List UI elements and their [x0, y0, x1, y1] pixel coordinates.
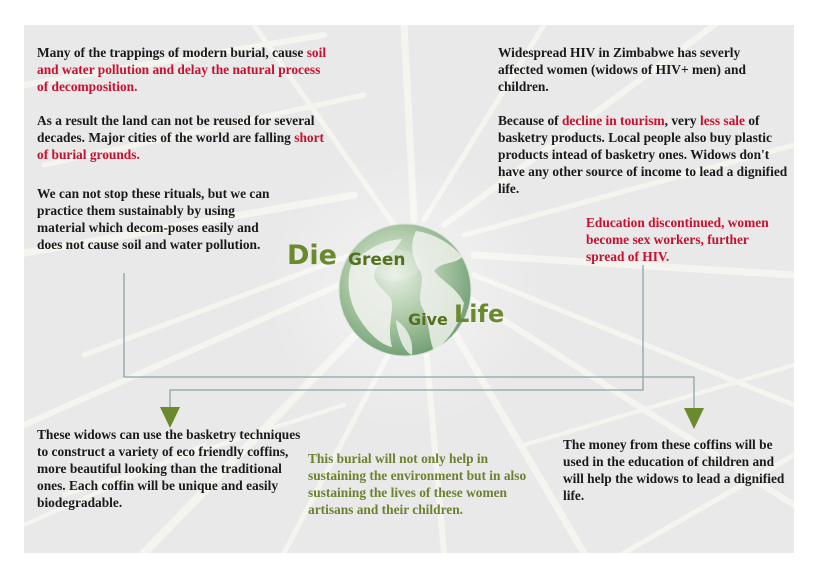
triangle-down-icon: [684, 408, 704, 429]
globe-icon: [339, 224, 471, 356]
slogan-die: Die: [287, 240, 337, 271]
burial-problem-text: [37, 44, 327, 163]
burial-grounds-highlight: short of burial grounds.: [37, 130, 324, 162]
land-reuse-text: As a result the land can not be reused for several decades. Major cities of the world are falling: [37, 113, 315, 145]
consequences-text: Education discontinued, women become sex workers, further spread of HIV.: [586, 215, 769, 264]
basketry-coffins-text: These widows can use the basketry techniques to construct a variety of eco friendly coffins, more beautiful looking than the traditional ones. Each coffin will be unique and easily biodegradable.: [37, 427, 301, 510]
burial-problem-intro: Many of the trappings of modern burial, cause: [37, 45, 307, 60]
slogan-life: Life: [454, 300, 505, 328]
tourism-decline-highlight: decline in tourism: [561, 113, 665, 128]
hiv-problem-text: [498, 44, 788, 197]
sustainability-benefit-text: This burial will not only help in sustaining the environment but in also sustaining the lives of these women artisans and their children.: [308, 451, 527, 517]
pollution-highlight: soil and water pollution and delay the natural process of decomposition.: [37, 45, 327, 94]
slogan-give: Give: [408, 310, 448, 329]
basketry-income-text: of basketry products. Local people also buy plastic products intead of basketry ones. Widows don't have any other source of income to lead a dignified life.: [498, 113, 788, 196]
because-of-text: Because of: [498, 113, 562, 128]
hiv-impact-text: Widespread HIV in Zimbabwe has severly affected women (widows of HIV+ men) and children.: [498, 45, 746, 94]
less-sale-highlight: less sale: [699, 113, 745, 128]
education-funding-text: The money from these coffins will be used in the education of children and will help the widows to lead a dignified life.: [563, 437, 785, 503]
very-text: , very: [664, 113, 700, 128]
triangle-down-icon: [160, 407, 180, 428]
sustainable-practice-text: We can not stop these rituals, but we can practice them sustainably by using material which decom-poses easily and does not cause soil and water pollution.: [37, 186, 270, 252]
slogan-green: Green: [348, 250, 406, 270]
infographic-panel: [24, 25, 794, 553]
